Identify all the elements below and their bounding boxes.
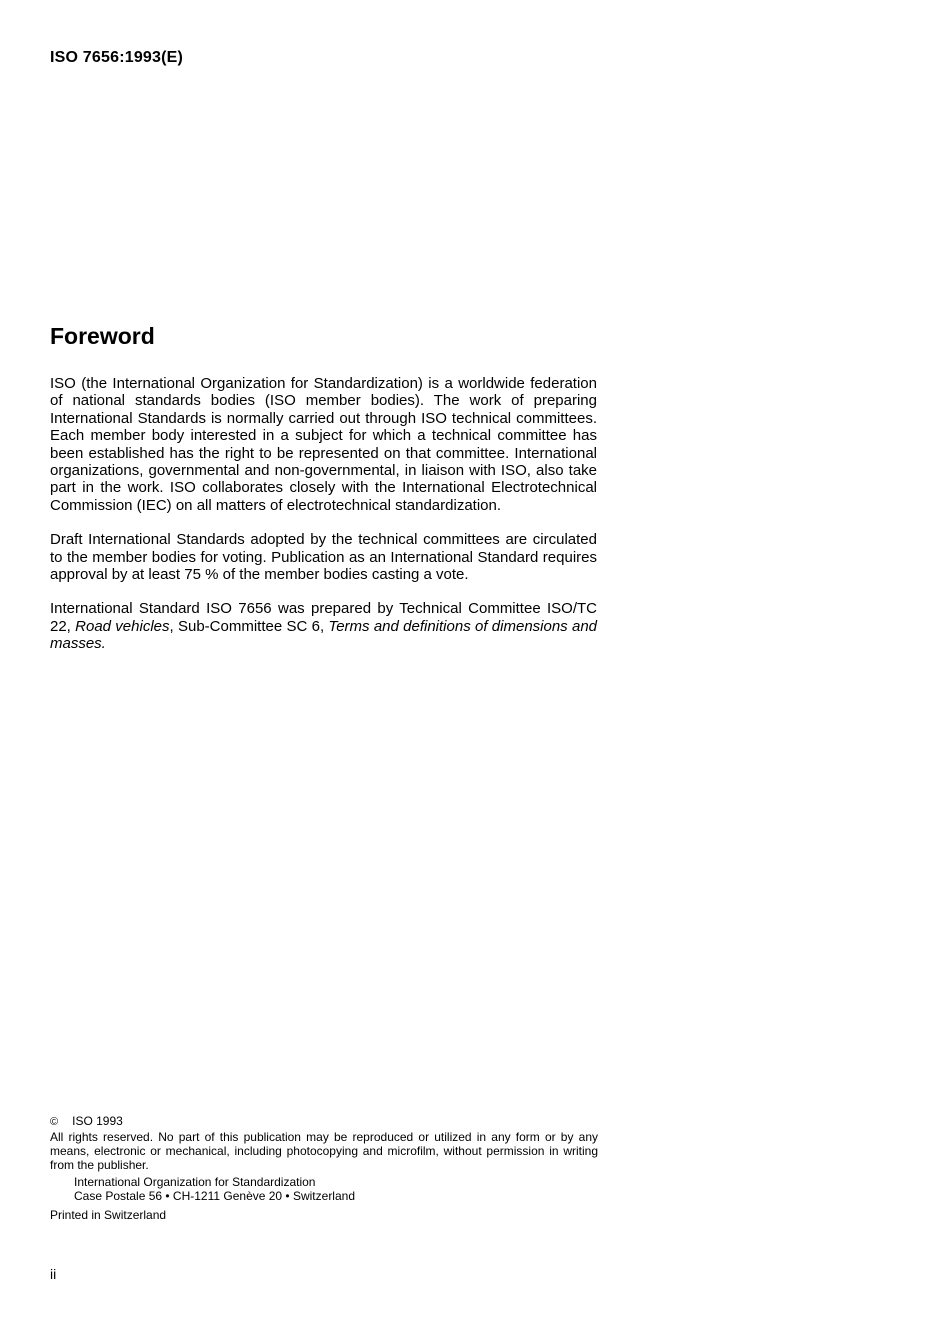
paragraph-3-text-c: , Sub-Committee SC 6, [169, 617, 325, 635]
subcommittee-title: Terms and definitions of dimensions and masses. [50, 617, 598, 653]
page-number: ii [50, 1266, 57, 1282]
document-id: ISO 7656:1993(E) [50, 49, 184, 66]
paragraph-3-text-a: International Standard ISO 7656 was prepared by Technical Committee ISO/TC 22, [50, 600, 597, 635]
copyright-year: ISO 1993 [72, 1114, 123, 1128]
printed-in: Printed in Switzerland [50, 1208, 167, 1222]
publisher-name: International Organization for Standardization [74, 1175, 316, 1189]
foreword-body [50, 375, 597, 670]
committee-title: Road vehicles [75, 617, 170, 635]
publisher-address: Case Postale 56 • CH-1211 Genève 20 • Switzerland [74, 1189, 355, 1203]
copyright-line [50, 1114, 598, 1129]
copyright-block [50, 1114, 598, 1222]
copyright-icon: © [50, 1116, 59, 1128]
foreword-title: Foreword [50, 323, 155, 349]
rights-notice: All rights reserved. No part of this publication may be reproduced or utilized in any form or by any means, electronic or mechanical, including photocopying and microfilm, without permission in writing from the publisher. [50, 1130, 598, 1172]
foreword-paragraph-1: ISO (the International Organization for Standardization) is a worldwide federation of national standards bodies (ISO member bodies). The work of preparing International Standards is normally carried out through ISO technical committees. Each member body interested in a subject for which a technical committee has been established has the right to be represented on that committee. International organizations, governmental and non-governmental, in liaison with ISO, also take part in the work. ISO collaborates closely with the International Electrotechnical Commission (IEC) on all matters of electrotechnical standardization. [50, 375, 597, 514]
foreword-paragraph-3 [50, 600, 597, 652]
foreword-paragraph-2: Draft International Standards adopted by the technical committees are circulated to the member bodies for voting. Publication as an International Standard requires approval by at least 75 % of the member bodies casting a vote. [50, 531, 597, 584]
